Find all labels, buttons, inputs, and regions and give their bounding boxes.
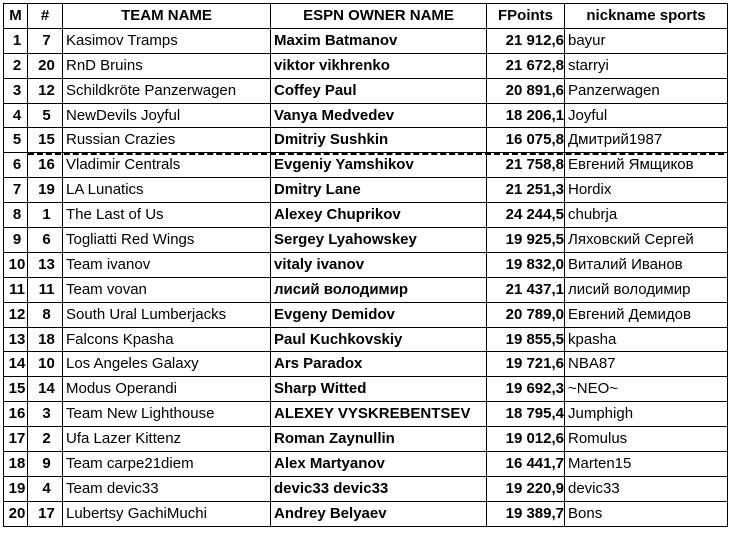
team-name-cell: Team devic33 (63, 476, 271, 501)
nickname-cell: Дмитрий1987 (565, 128, 728, 153)
nickname-cell: Bons (565, 501, 728, 526)
points-cell: 19 389,7 (487, 501, 565, 526)
seed-cell: 15 (28, 128, 63, 153)
nickname-cell: Ляховский Сергей (565, 228, 728, 253)
points-cell: 19 832,0 (487, 252, 565, 277)
owner-name-cell: Alexey Chuprikov (271, 203, 487, 228)
points-cell: 19 012,6 (487, 427, 565, 452)
nickname-cell: chubrja (565, 203, 728, 228)
owner-name-cell: viktor vikhrenko (271, 53, 487, 78)
points-cell: 21 672,8 (487, 53, 565, 78)
table-row (4, 53, 728, 78)
points-cell: 21 437,1 (487, 277, 565, 302)
header-points: FPoints (487, 4, 565, 29)
nickname-cell: Евгений Демидов (565, 302, 728, 327)
team-name-cell: Team ivanov (63, 252, 271, 277)
owner-name-cell: Roman Zaynullin (271, 427, 487, 452)
standings-body (4, 28, 728, 526)
rank-cell: 12 (4, 302, 28, 327)
table-row (4, 327, 728, 352)
table-row (4, 452, 728, 477)
seed-cell: 20 (28, 53, 63, 78)
owner-name-cell: Alex Martyanov (271, 452, 487, 477)
points-cell: 18 795,4 (487, 402, 565, 427)
points-cell: 21 758,8 (487, 153, 565, 178)
nickname-cell: Евгений Ямщиков (565, 153, 728, 178)
owner-name-cell: Coffey Paul (271, 78, 487, 103)
playoff-cutoff-line (28, 152, 724, 155)
team-name-cell: South Ural Lumberjacks (63, 302, 271, 327)
points-cell: 16 075,8 (487, 128, 565, 153)
table-row (4, 252, 728, 277)
seed-cell: 12 (28, 78, 63, 103)
rank-cell: 3 (4, 78, 28, 103)
points-cell: 19 925,5 (487, 228, 565, 253)
table-row (4, 178, 728, 203)
points-cell: 19 692,3 (487, 377, 565, 402)
rank-cell: 4 (4, 103, 28, 128)
table-row (4, 78, 728, 103)
rank-cell: 7 (4, 178, 28, 203)
table-row (4, 501, 728, 526)
points-cell: 16 441,7 (487, 452, 565, 477)
table-row (4, 103, 728, 128)
seed-cell: 2 (28, 427, 63, 452)
rank-cell: 16 (4, 402, 28, 427)
nickname-cell: Виталий Иванов (565, 252, 728, 277)
team-name-cell: Vladimir Centrals (63, 153, 271, 178)
table-row (4, 476, 728, 501)
nickname-cell: NBA87 (565, 352, 728, 377)
team-name-cell: Modus Operandi (63, 377, 271, 402)
table-row (4, 352, 728, 377)
owner-name-cell: лисий володимир (271, 277, 487, 302)
table-row (4, 28, 728, 53)
owner-name-cell: Maxim Batmanov (271, 28, 487, 53)
table-row (4, 402, 728, 427)
owner-name-cell: Paul Kuchkovskiy (271, 327, 487, 352)
seed-cell: 11 (28, 277, 63, 302)
table-row (4, 377, 728, 402)
rank-cell: 13 (4, 327, 28, 352)
owner-name-cell: Andrey Belyaev (271, 501, 487, 526)
table-row (4, 277, 728, 302)
seed-cell: 1 (28, 203, 63, 228)
nickname-cell: ~NEO~ (565, 377, 728, 402)
team-name-cell: Team carpe21diem (63, 452, 271, 477)
nickname-cell: starryi (565, 53, 728, 78)
table-row (4, 427, 728, 452)
points-cell: 19 220,9 (487, 476, 565, 501)
team-name-cell: Kasimov Tramps (63, 28, 271, 53)
nickname-cell: лисий володимир (565, 277, 728, 302)
seed-cell: 8 (28, 302, 63, 327)
nickname-cell: kpasha (565, 327, 728, 352)
owner-name-cell: vitaly ivanov (271, 252, 487, 277)
table-row (4, 153, 728, 178)
seed-cell: 17 (28, 501, 63, 526)
owner-name-cell: Evgeniy Yamshikov (271, 153, 487, 178)
nickname-cell: Romulus (565, 427, 728, 452)
rank-cell: 10 (4, 252, 28, 277)
seed-cell: 7 (28, 28, 63, 53)
rank-cell: 17 (4, 427, 28, 452)
nickname-cell: Panzerwagen (565, 78, 728, 103)
owner-name-cell: Sharp Witted (271, 377, 487, 402)
team-name-cell: LA Lunatics (63, 178, 271, 203)
rank-cell: 5 (4, 128, 28, 153)
rank-cell: 8 (4, 203, 28, 228)
seed-cell: 3 (28, 402, 63, 427)
seed-cell: 14 (28, 377, 63, 402)
team-name-cell: Russian Crazies (63, 128, 271, 153)
seed-cell: 13 (28, 252, 63, 277)
points-cell: 24 244,5 (487, 203, 565, 228)
header-m: M (4, 4, 28, 29)
seed-cell: 16 (28, 153, 63, 178)
team-name-cell: Team vovan (63, 277, 271, 302)
table-row (4, 203, 728, 228)
points-cell: 19 721,6 (487, 352, 565, 377)
owner-name-cell: Dmitriy Sushkin (271, 128, 487, 153)
standings-table (3, 3, 728, 527)
team-name-cell: Lubertsy GachiMuchi (63, 501, 271, 526)
team-name-cell: RnD Bruins (63, 53, 271, 78)
team-name-cell: Los Angeles Galaxy (63, 352, 271, 377)
owner-name-cell: devic33 devic33 (271, 476, 487, 501)
owner-name-cell: Sergey Lyahowskey (271, 228, 487, 253)
owner-name-cell: Dmitry Lane (271, 178, 487, 203)
nickname-cell: Hordix (565, 178, 728, 203)
points-cell: 20 789,0 (487, 302, 565, 327)
table-row (4, 302, 728, 327)
nickname-cell: devic33 (565, 476, 728, 501)
rank-cell: 1 (4, 28, 28, 53)
points-cell: 21 912,6 (487, 28, 565, 53)
rank-cell: 18 (4, 452, 28, 477)
header-row (4, 4, 728, 29)
owner-name-cell: Evgeny Demidov (271, 302, 487, 327)
seed-cell: 6 (28, 228, 63, 253)
rank-cell: 11 (4, 277, 28, 302)
table-row (4, 128, 728, 153)
team-name-cell: Togliatti Red Wings (63, 228, 271, 253)
points-cell: 20 891,6 (487, 78, 565, 103)
rank-cell: 6 (4, 153, 28, 178)
seed-cell: 19 (28, 178, 63, 203)
nickname-cell: Jumphigh (565, 402, 728, 427)
rank-cell: 19 (4, 476, 28, 501)
points-cell: 19 855,5 (487, 327, 565, 352)
header-team: TEAM NAME (63, 4, 271, 29)
team-name-cell: NewDevils Joyful (63, 103, 271, 128)
rank-cell: 14 (4, 352, 28, 377)
team-name-cell: The Last of Us (63, 203, 271, 228)
owner-name-cell: Vanya Medvedev (271, 103, 487, 128)
seed-cell: 10 (28, 352, 63, 377)
seed-cell: 9 (28, 452, 63, 477)
seed-cell: 5 (28, 103, 63, 128)
nickname-cell: bayur (565, 28, 728, 53)
team-name-cell: Team New Lighthouse (63, 402, 271, 427)
team-name-cell: Falcons Kpasha (63, 327, 271, 352)
header-nick: nickname sports (565, 4, 728, 29)
points-cell: 21 251,3 (487, 178, 565, 203)
points-cell: 18 206,1 (487, 103, 565, 128)
team-name-cell: Schildkröte Panzerwagen (63, 78, 271, 103)
header-num: # (28, 4, 63, 29)
nickname-cell: Marten15 (565, 452, 728, 477)
rank-cell: 9 (4, 228, 28, 253)
seed-cell: 4 (28, 476, 63, 501)
header-owner: ESPN OWNER NAME (271, 4, 487, 29)
rank-cell: 15 (4, 377, 28, 402)
owner-name-cell: ALEXEY VYSKREBENTSEV (271, 402, 487, 427)
team-name-cell: Ufa Lazer Kittenz (63, 427, 271, 452)
seed-cell: 18 (28, 327, 63, 352)
table-row (4, 228, 728, 253)
owner-name-cell: Ars Paradox (271, 352, 487, 377)
nickname-cell: Joyful (565, 103, 728, 128)
rank-cell: 2 (4, 53, 28, 78)
rank-cell: 20 (4, 501, 28, 526)
